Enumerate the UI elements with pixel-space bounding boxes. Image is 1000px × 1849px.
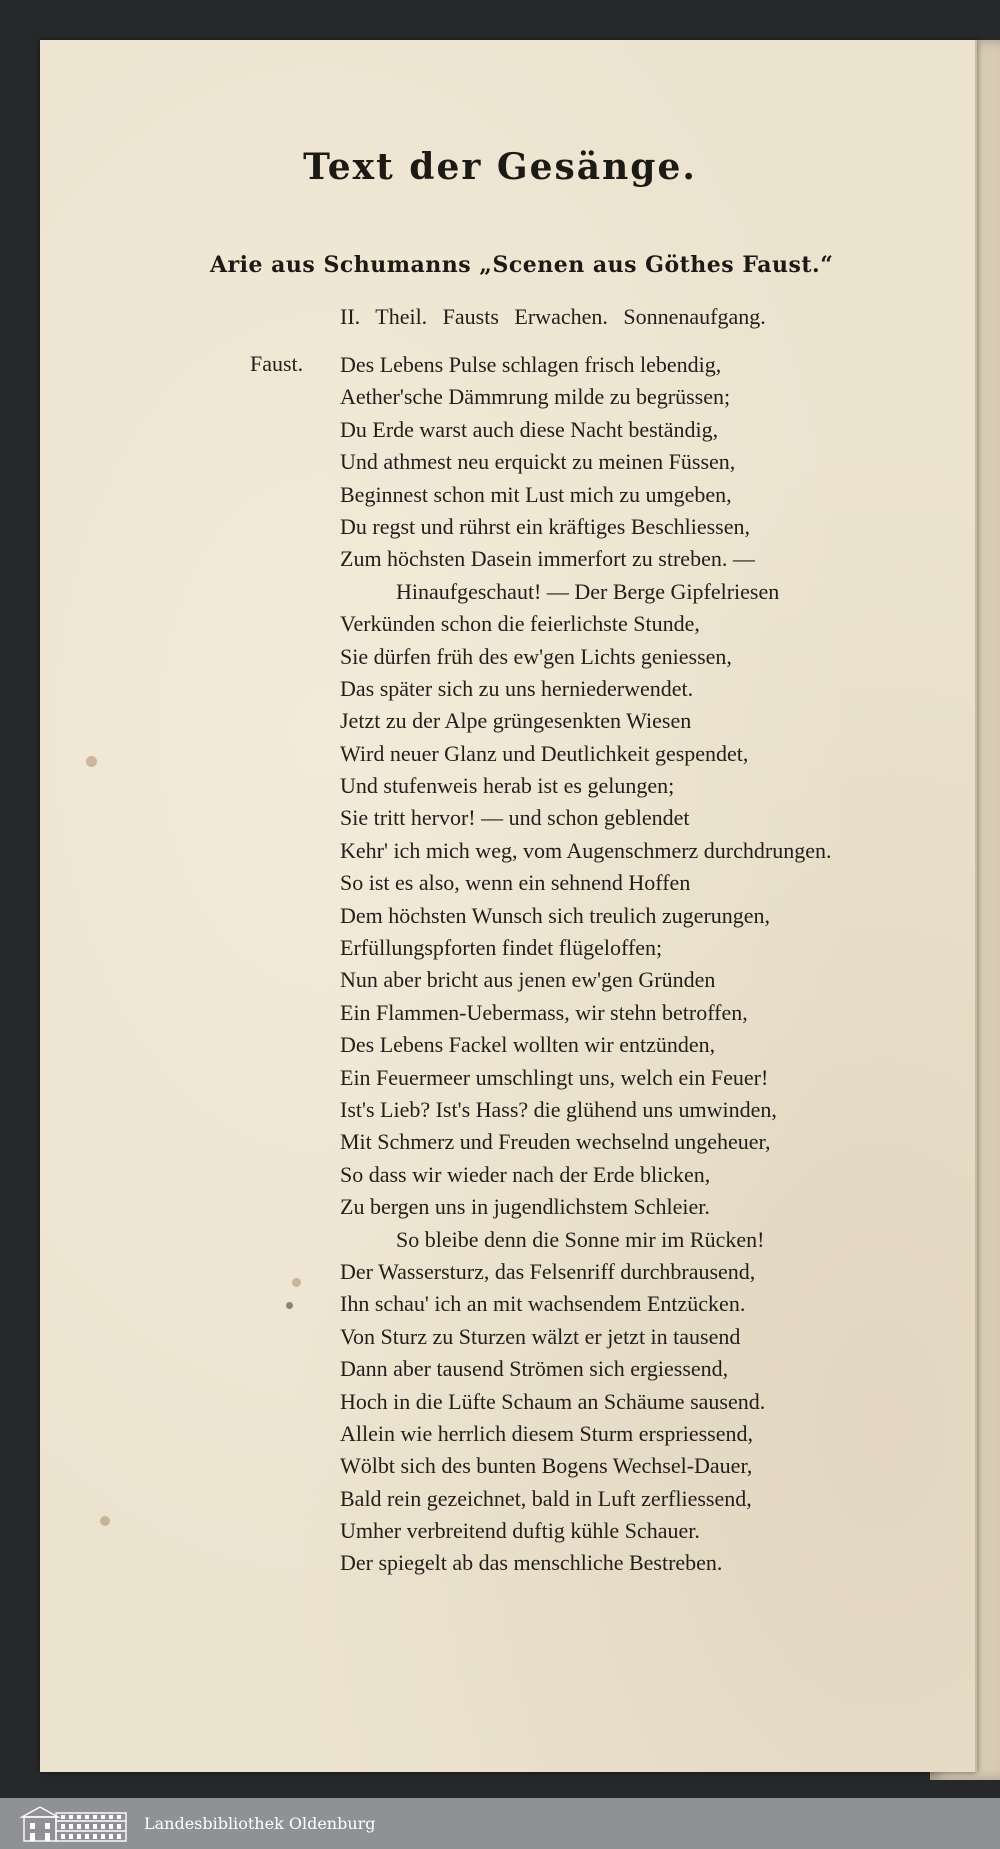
verse-line: Zum höchsten Dasein immerfort zu streben. —: [340, 546, 755, 572]
verse-line: Ist's Lieb? Ist's Hass? die glühend uns umwinden,: [340, 1096, 777, 1122]
verse-line: Ihn schau' ich an mit wachsendem Entzücken.: [340, 1291, 746, 1317]
verse-line: Ein Feuermeer umschlingt uns, welch ein Feuer!: [340, 1064, 769, 1090]
verse-line: Sie dürfen früh des ew'gen Lichts geniessen,: [340, 643, 732, 669]
verse-line: So ist es also, wenn ein sehnend Hoffen: [340, 870, 691, 896]
verse-line: Zu bergen uns in jugendlichstem Schleier.: [340, 1194, 710, 1220]
library-building-icon: [18, 1803, 130, 1845]
verse-line: Des Lebens Pulse schlagen frisch lebendig,: [340, 352, 722, 377]
verse-line: Hoch in die Lüfte Schaum an Schäume sausend.: [340, 1388, 766, 1414]
verse-line: Der Wassersturz, das Felsenriff durchbrausend,: [340, 1258, 756, 1284]
verse-line: Beginnest schon mit Lust mich zu umgeben,: [340, 481, 732, 507]
verse-line: Wird neuer Glanz und Deutlichkeit gespendet,: [340, 740, 749, 766]
verse-text: [340, 349, 832, 1580]
verse-line: So dass wir wieder nach der Erde blicken,: [340, 1161, 711, 1187]
verse-line: Bald rein gezeichnet, bald in Luft zerfliessend,: [340, 1485, 752, 1511]
verse-line: Aether'sche Dämmrung milde zu begrüssen;: [340, 384, 731, 410]
verse-line: Du Erde warst auch diese Nacht beständig,: [340, 416, 719, 442]
section-heading: II. Theil. Fausts Erwachen. Sonnenaufgang.: [340, 304, 766, 329]
verse-line: So bleibe denn die Sonne mir im Rücken!: [396, 1226, 765, 1252]
paper-stain: [86, 756, 97, 767]
page-title: Text der Gesänge.: [303, 146, 697, 188]
page-subtitle: Arie aus Schumanns „Scenen aus Göthes Faust.“: [210, 252, 834, 278]
verse-line: Mit Schmerz und Freuden wechselnd ungeheuer,: [340, 1129, 771, 1155]
verse-line: Dann aber tausend Strömen sich ergiessend,: [340, 1356, 729, 1382]
verse-line: Nun aber bricht aus jenen ew'gen Gründen: [340, 967, 716, 993]
paper-stain: [292, 1278, 301, 1287]
speaker-label: Faust.: [250, 351, 304, 376]
verse-line: Des Lebens Fackel wollten wir entzünden,: [340, 1032, 716, 1058]
paper-stain: [286, 1302, 293, 1309]
verse-line: Ein Flammen-Uebermass, wir stehn betroffen,: [340, 999, 748, 1025]
verse-line: Dem höchsten Wunsch sich treulich zugerungen,: [340, 902, 771, 928]
verse-line: Erfüllungspforten findet flügeloffen;: [340, 935, 663, 961]
verse-line: Du regst und rührst ein kräftiges Beschliessen,: [340, 513, 750, 539]
footer-label: Landesbibliothek Oldenburg: [144, 1814, 376, 1833]
verse-line: Umher verbreitend duftig kühle Schauer.: [340, 1518, 700, 1544]
verse-line: Wölbt sich des bunten Bogens Wechsel-Dauer,: [340, 1453, 753, 1479]
verse-line: Das später sich zu uns herniederwendet.: [340, 675, 694, 701]
verse-line: Kehr' ich mich weg, vom Augenschmerz durchdrungen.: [340, 837, 832, 863]
paper-stain: [100, 1516, 110, 1526]
footer-bar: [0, 1798, 1000, 1849]
verse-line: Verkünden schon die feierlichste Stunde,: [340, 611, 700, 637]
verse-line: Allein wie herrlich diesem Sturm erspriessend,: [340, 1420, 754, 1446]
verse-line: Und athmest neu erquickt zu meinen Füssen,: [340, 449, 736, 475]
verse-line: Hinaufgeschaut! — Der Berge Gipfelriesen: [396, 578, 780, 604]
verse-line: Jetzt zu der Alpe grüngesenkten Wiesen: [340, 708, 692, 734]
verse-line: Der spiegelt ab das menschliche Bestreben.: [340, 1550, 723, 1576]
verse-line: Von Sturz zu Sturzen wälzt er jetzt in tausend: [340, 1323, 741, 1349]
verse-line: Und stufenweis herab ist es gelungen;: [340, 773, 675, 799]
verse-line: Sie tritt hervor! — und schon geblendet: [340, 805, 690, 831]
